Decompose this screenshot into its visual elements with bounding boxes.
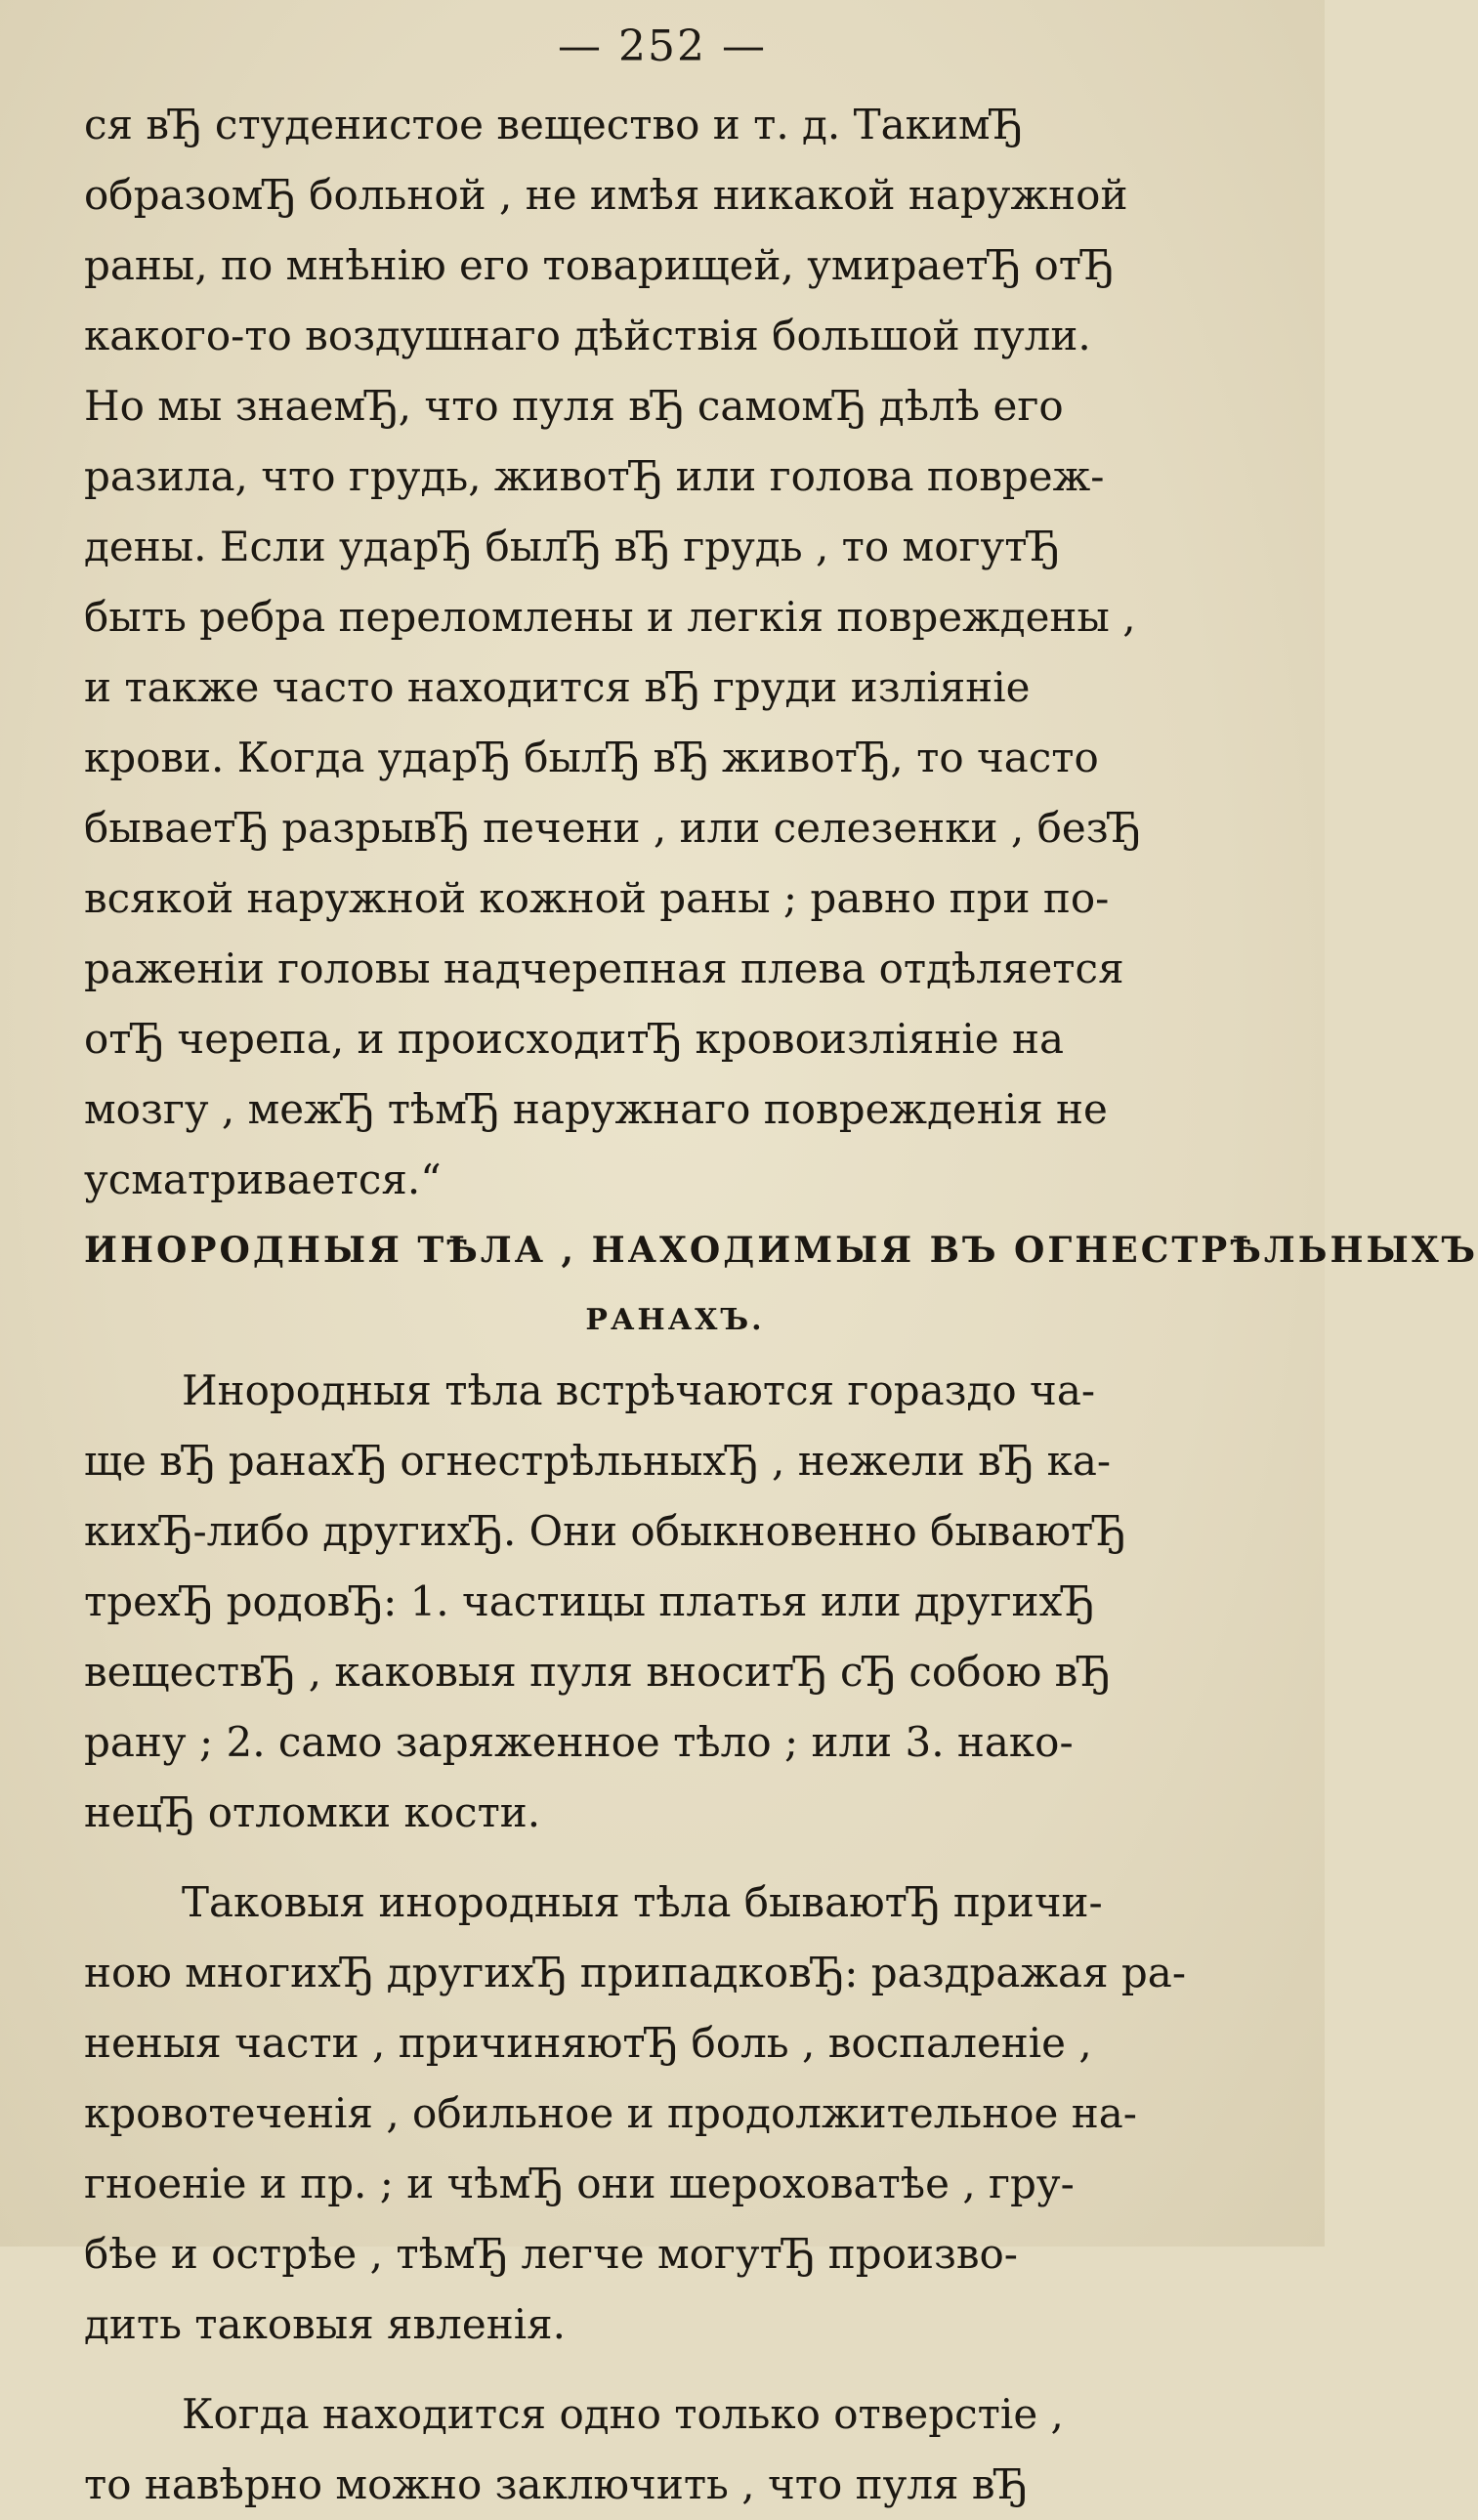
text-line: крови. Когда ударЂ былЂ вЂ животЂ, то часто	[84, 734, 1099, 781]
text-line: ще вЂ ранахЂ огнестрѣльныхЂ , нежели вЂ ка-	[84, 1437, 1112, 1485]
text-line: раженіи головы надчерепная плева отдѣляется	[84, 945, 1124, 992]
text-line: рану ; 2. само заряженное тѣло ; или 3. нако-	[84, 1718, 1074, 1766]
text-line: раны, по мнѣнію его товарищей, умираетЂ отЂ	[84, 241, 1115, 289]
page-number: — 252 —	[558, 21, 767, 71]
paragraph-first-line: Когда находится одно только отверстіе ,	[182, 2390, 1064, 2438]
section-heading: ИНОРОДНЫЯ ТѢЛА , НАХОДИМЫЯ ВЪ ОГНЕСТРѢЛЬНЫХЪ	[84, 1230, 1478, 1271]
text-line: гноеніе и пр. ; и чѣмЂ они шероховатѣе , гру-	[84, 2160, 1075, 2207]
body-text	[84, 90, 1478, 2520]
text-line: ною многихЂ другихЂ припадковЂ: раздражая ра-	[84, 1949, 1187, 1996]
text-line: образомЂ больной , не имѣя никакой наружной	[84, 171, 1128, 219]
paragraph-first-line: Инородныя тѣла встрѣчаются гораздо ча-	[182, 1366, 1096, 1414]
text-line: бываетЂ разрывЂ печени , или селезенки , безЂ	[84, 804, 1142, 852]
text-line: быть ребра переломлены и легкія повреждены ,	[84, 593, 1136, 641]
text-line: дить таковыя явленія.	[84, 2300, 566, 2348]
text-line: и также часто находится вЂ груди изліяніе	[84, 663, 1031, 711]
text-line: кровотеченія , обильное и продолжительное на-	[84, 2089, 1137, 2137]
text-line: мозгу , межЂ тѣмЂ наружнаго поврежденія не	[84, 1085, 1108, 1133]
text-line: то навѣрно можно заключить , что пуля вЂ	[84, 2460, 1029, 2508]
text-line: дены. Если ударЂ былЂ вЂ грудь , то могутЂ	[84, 523, 1060, 570]
section-heading-continued: РАНАХЪ.	[585, 1303, 765, 1337]
text-line: веществЂ , каковыя пуля вноситЂ сЂ собою вЂ	[84, 1648, 1111, 1696]
text-line: отЂ черепа, и происходитЂ кровоизліяніе на	[84, 1015, 1065, 1063]
text-line: кихЂ-либо другихЂ. Они обыкновенно бываютЂ	[84, 1507, 1126, 1555]
text-line: всякой наружной кожной раны ; равно при по-	[84, 874, 1110, 922]
text-line: ся вЂ студенистое вещество и т. д. ТакимЂ	[84, 101, 1024, 148]
text-line: какого-то воздушнаго дѣйствія большой пули.	[84, 312, 1091, 359]
text-line: усматривается.“	[84, 1155, 442, 1203]
text-line: Но мы знаемЂ, что пуля вЂ самомЂ дѣлѣ его	[84, 382, 1064, 430]
text-line: нецЂ отломки кости.	[84, 1788, 541, 1836]
text-line: бѣе и острѣе , тѣмЂ легче могутЂ произво-	[84, 2230, 1018, 2278]
paragraph-first-line: Таковыя инородныя тѣла бываютЂ причи-	[182, 1878, 1103, 1926]
text-line: разила, что грудь, животЂ или голова повреж-	[84, 452, 1105, 500]
text-line: неныя части , причиняютЂ боль , воспаленіе ,	[84, 2019, 1092, 2067]
text-line: трехЂ родовЂ: 1. частицы платья или другихЂ	[84, 1577, 1095, 1625]
